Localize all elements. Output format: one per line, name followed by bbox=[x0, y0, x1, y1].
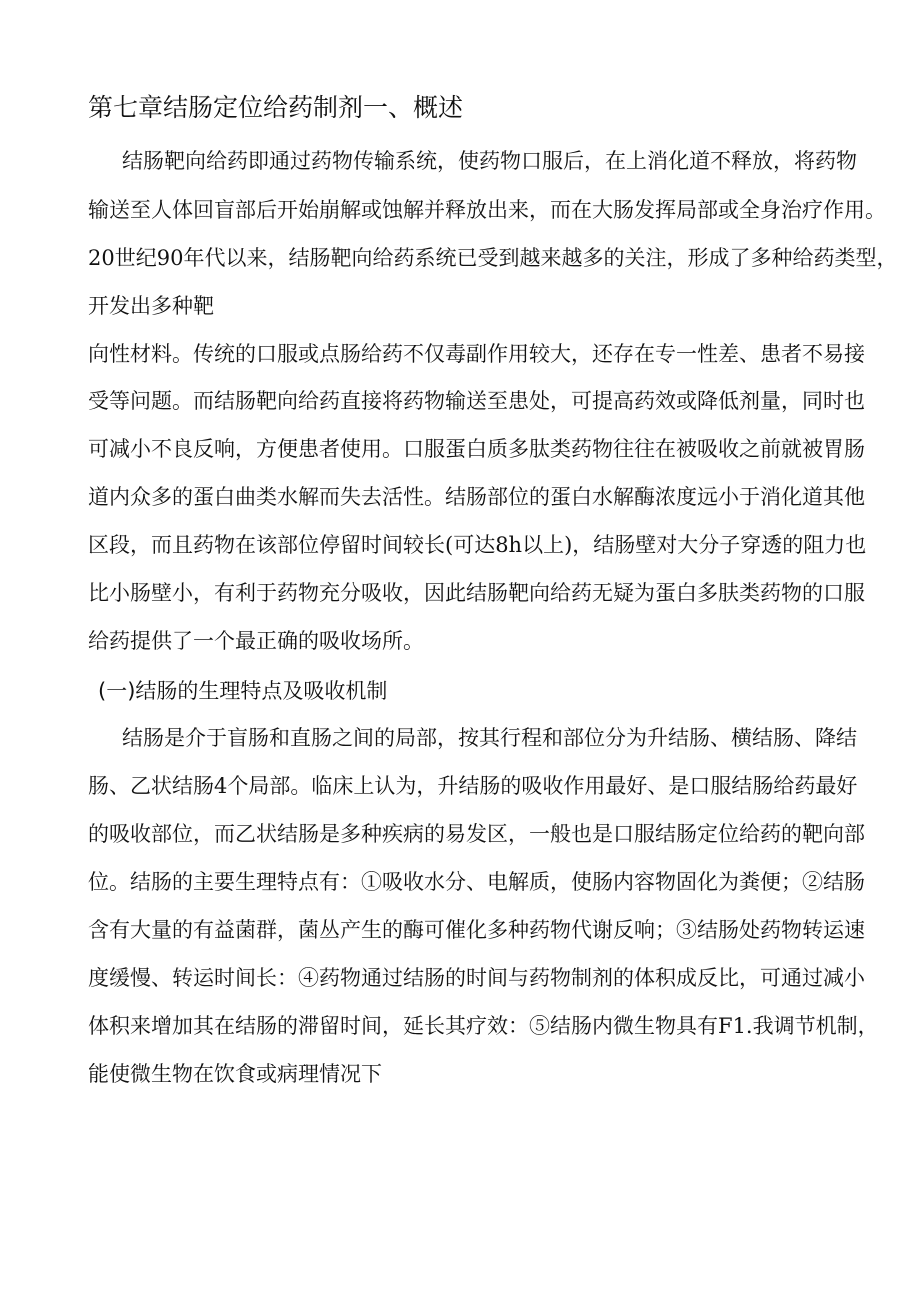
paragraph-line: 的吸收部位，而乙状结肠是多种疾病的易发区，一般也是口服结肠定位给药的靶向部 bbox=[88, 822, 865, 846]
paragraph-line: 位。结肠的主要生理特点有：①吸收水分、电解质，使肠内容物固化为粪便；②结肠 bbox=[88, 870, 865, 894]
paragraph-line: 20世纪90年代以来，结肠靶向给药系统已受到越来越多的关注，形成了多种给药类型， bbox=[88, 246, 898, 270]
paragraph-line: 结肠是介于盲肠和直肠之间的局部，按其行程和部位分为升结肠、横结肠、降结 bbox=[122, 726, 857, 750]
paragraph-line: 肠、乙状结肠4个局部。临床上认为，升结肠的吸收作用最好、是口服结肠给药最好 bbox=[88, 774, 858, 798]
paragraph-line: 结肠靶向给药即通过药物传输系统，使药物口服后，在上消化道不释放，将药物 bbox=[122, 149, 857, 173]
paragraph-line: 能使微生物在饮食或病理情况下 bbox=[88, 1062, 382, 1086]
paragraph-line: 区段，而且药物在该部位停留时间较长(可达8h以上)，结肠壁对大分子穿透的阻力也 bbox=[88, 533, 867, 557]
paragraph-line: 向性材料。传统的口服或点肠给药不仅毒副作用较大，还存在专一性差、患者不易接 bbox=[88, 342, 865, 366]
section-heading: (一)结肠的生理特点及吸收机制 bbox=[98, 679, 388, 703]
paragraph-line: 度缓慢、转运时间长：④药物通过结肠的时间与药物制剂的体积成反比，可通过减小 bbox=[88, 966, 865, 990]
paragraph-line: 给药提供了一个最正确的吸收场所。 bbox=[88, 629, 424, 653]
paragraph-line: 受等问题。而结肠靶向给药直接将药物输送至患处，可提高药效或降低剂量，同时也 bbox=[88, 389, 865, 413]
paragraph-line: 比小肠壁小，有利于药物充分吸收，因此结肠靶向给药无疑为蛋白多肤类药物的口服 bbox=[88, 581, 865, 605]
paragraph-line: 体积来增加其在结肠的滞留时间，延长其疗效：⑤结肠内微生物具有F1.我调节机制， bbox=[88, 1014, 879, 1038]
paragraph-line: 输送至人体回盲部后开始崩解或蚀解并释放出来，而在大肠发挥局部或全身治疗作用。 bbox=[88, 198, 886, 222]
chapter-title: 第七章结肠定位给药制剂一、概述 bbox=[88, 93, 464, 122]
paragraph-line: 含有大量的有益菌群，菌丛产生的酶可催化多种药物代谢反响；③结肠处药物转运速 bbox=[88, 918, 865, 942]
paragraph-line: 可减小不良反响，方便患者使用。口服蛋白质多肽类药物往往在被吸收之前就被胃肠 bbox=[88, 437, 865, 461]
paragraph-line: 道内众多的蛋白曲类水解而失去活性。结肠部位的蛋白水解酶浓度远小于消化道其他 bbox=[88, 485, 865, 509]
paragraph-line: 开发出多种靶 bbox=[88, 294, 214, 318]
